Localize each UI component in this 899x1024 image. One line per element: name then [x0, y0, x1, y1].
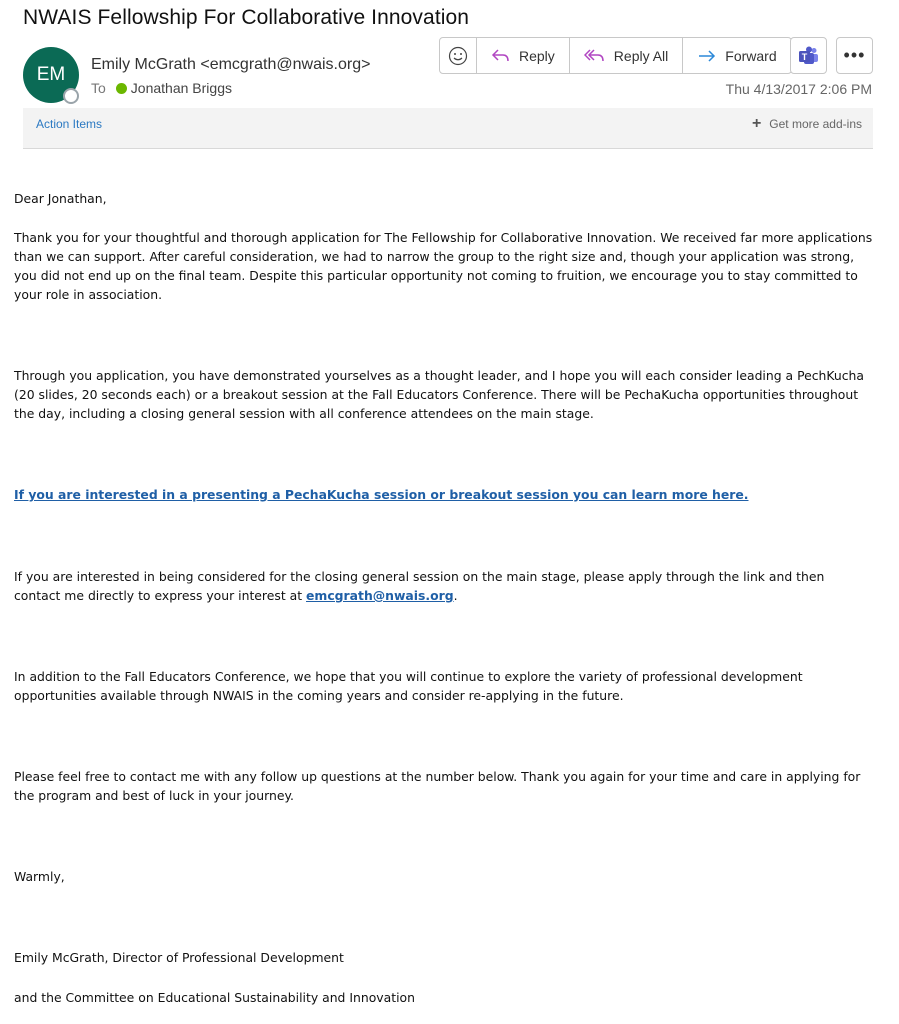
- presence-status-icon: [63, 88, 79, 104]
- body-paragraph-3-end: .: [453, 588, 458, 603]
- emoji-reaction-button[interactable]: [440, 38, 477, 73]
- action-items-link[interactable]: Action Items: [36, 117, 103, 131]
- signature-name: Emily McGrath, Director of Professional Development: [14, 950, 344, 965]
- to-label: To: [91, 80, 106, 96]
- reply-label: Reply: [519, 47, 555, 64]
- reply-all-label: Reply All: [613, 47, 669, 64]
- svg-text:T: T: [801, 51, 807, 62]
- plus-icon: +: [751, 115, 762, 132]
- body-paragraph-5: Please feel free to contact me with any follow up questions at the number below. Thank you again for your time and care in applying for the program and best of luck in your journey.: [14, 769, 861, 803]
- get-more-addins-label: Get more add-ins: [769, 117, 862, 131]
- greeting: Dear Jonathan,: [14, 191, 107, 206]
- closing: Warmly,: [14, 869, 65, 884]
- email-subject: NWAIS Fellowship For Collaborative Innovation: [23, 6, 470, 29]
- body-paragraph-3-text: If you are interested in being considered for the closing general session on the main stage, please apply through the link and then contact me directly to express your interest at: [14, 569, 825, 603]
- addins-bar: [23, 108, 873, 149]
- more-actions-button[interactable]: •••: [836, 37, 873, 74]
- smiley-icon: [448, 46, 468, 66]
- pechakucha-link-paragraph: [14, 485, 874, 504]
- online-status-icon: [116, 83, 127, 94]
- teams-button[interactable]: [790, 37, 827, 74]
- avatar-initials: EM: [36, 64, 66, 85]
- body-paragraph-2: Through you application, you have demonstrated yourselves as a thought leader, and I hope you will each consider leading a PechKucha (20 slides, 20 seconds each) or a breakout session at the Fall Educators Conference. There will be PechaKucha opportunities throughout the day, including a closing general session with all conference attendees on the main stage.: [14, 368, 865, 421]
- forward-button[interactable]: [683, 38, 790, 73]
- reply-all-button[interactable]: [570, 38, 683, 73]
- get-more-addins-button[interactable]: [752, 115, 862, 133]
- pechakucha-info-link[interactable]: If you are interested in a presenting a PechaKucha session or breakout session you can learn more here.: [14, 487, 749, 502]
- forward-label: Forward: [725, 47, 777, 64]
- body-paragraph-3: [14, 567, 874, 605]
- sent-timestamp: Thu 4/13/2017 2:06 PM: [725, 81, 872, 97]
- recipient-name[interactable]: Jonathan Briggs: [130, 80, 232, 96]
- reply-all-icon: [584, 47, 606, 65]
- body-paragraph-4: In addition to the Fall Educators Conference, we hope that you will continue to explore the variety of professional development opportunities available through NWAIS in the coming years and consider re-applying in the future.: [14, 669, 803, 703]
- message-toolbar: [439, 37, 792, 74]
- forward-arrow-icon: [697, 47, 717, 65]
- email-link[interactable]: emcgrath@nwais.org: [306, 588, 454, 603]
- sender-name[interactable]: Emily McGrath <emcgrath@nwais.org>: [91, 56, 371, 73]
- recipient-line: [91, 80, 232, 96]
- reply-arrow-icon: [491, 47, 511, 65]
- body-paragraph-1: Thank you for your thoughtful and thorough application for The Fellowship for Collaborative Innovation. We received far more applications than we can support. After careful consideration, we had to narrow the group to the right size and, though your application was strong, you did not end up on the final team. Despite this particular opportunity not coming to fruition, we encourage you to stay committed to your role in association.: [14, 230, 873, 302]
- reply-button[interactable]: [477, 38, 570, 73]
- teams-icon: [798, 46, 820, 66]
- signature-committee: and the Committee on Educational Sustainability and Innovation: [14, 990, 415, 1005]
